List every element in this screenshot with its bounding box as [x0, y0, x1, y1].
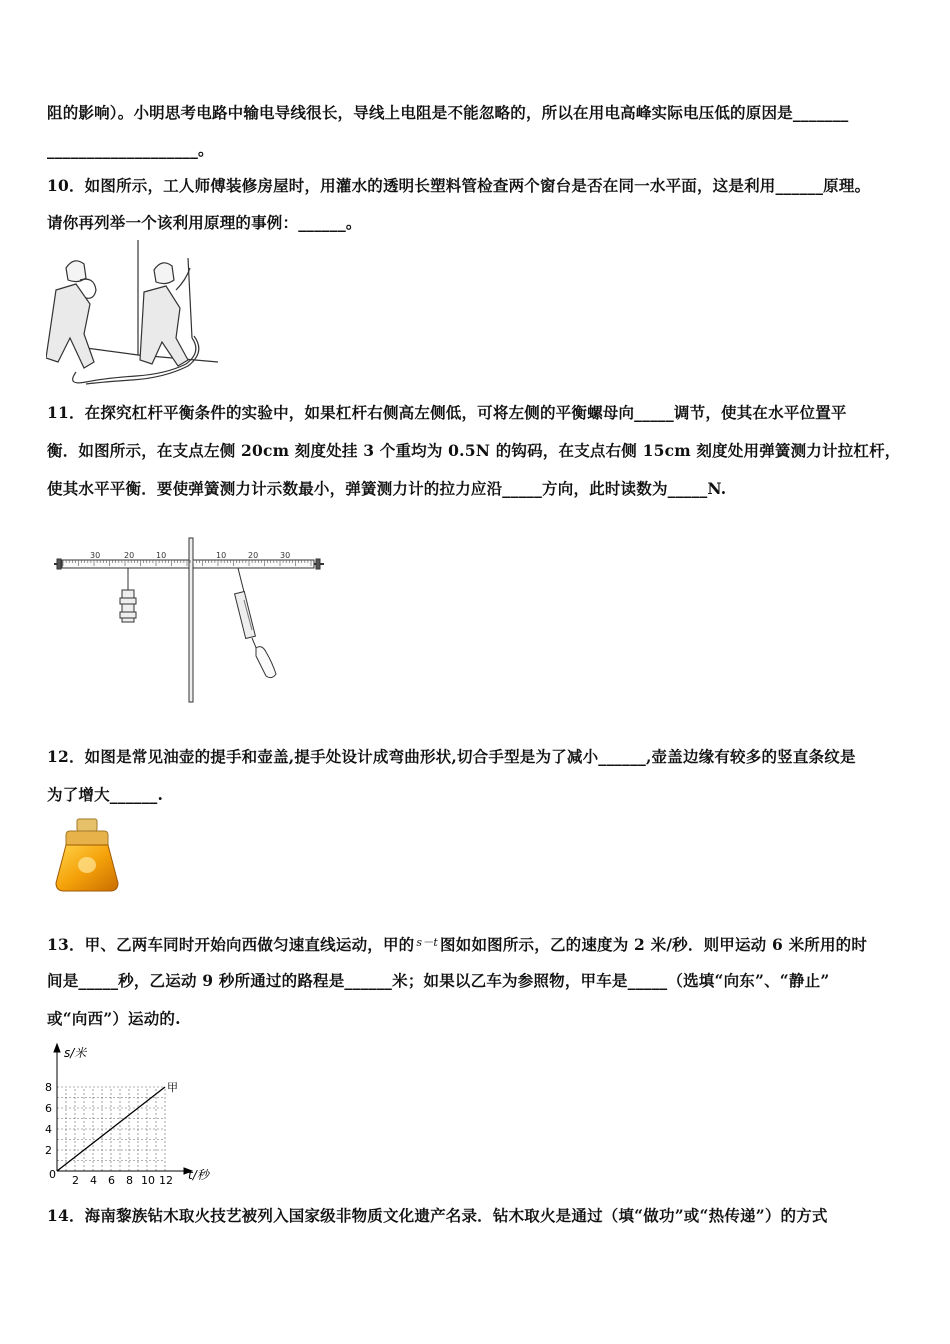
chart-origin-label: 0	[49, 1168, 56, 1181]
q11-line-3: 使其水平平衡．要使弹簧测力计示数最小，弹簧测力计的拉力应沿_____方向，此时读数为_____N.	[47, 479, 727, 498]
x-tick-label: 2	[72, 1174, 79, 1187]
scale-label-left-20: 20	[124, 551, 135, 560]
x-tick-label: 10	[141, 1174, 155, 1187]
q13-line-1	[47, 933, 907, 955]
x-tick-label: 12	[159, 1174, 173, 1187]
x-tick-label: 8	[126, 1174, 133, 1187]
q12-oil-bottle-figure	[52, 817, 122, 895]
q10-line-2: 请你再列举一个该利用原理的事例：______。	[47, 213, 362, 232]
hook-weights	[120, 568, 136, 622]
scale-label-left-30: 30	[90, 551, 101, 560]
q13-line-3: 或“向西”）运动的.	[47, 1009, 181, 1028]
q11-line-1: 11．在探究杠杆平衡条件的实验中，如果杠杆右侧高左侧低，可将左侧的平衡螺母向_____调节，使其在水平位置平	[47, 403, 847, 422]
series-jia-label: 甲	[167, 1081, 178, 1094]
y-tick-label: 4	[45, 1123, 52, 1136]
q11-line-2: 衡．如图所示，在支点左侧 20cm 刻度处挂 3 个重均为 0.5N 的钩码，在支点右侧 15cm 刻度处用弹簧测力计拉杠杆，	[47, 441, 901, 460]
q11-lever-figure	[52, 534, 332, 706]
scale-label-right-20: 20	[248, 551, 259, 560]
x-tick-label: 6	[108, 1174, 115, 1187]
q12-line-1: 12．如图是常见油壶的提手和壶盖,提手处设计成弯曲形状,切合手型是为了减小______,壶盖边缘有较多的竖直条纹是	[47, 747, 856, 766]
q13-line-1-part-b: 图如如图所示，乙的速度为 2 米/秒．则甲运动 6 米所用的时	[440, 935, 868, 954]
q13-line-2: 间是_____秒，乙运动 9 秒所通过的路程是______米；如果以乙车为参照物，甲车是_____（选填“向东”、“静止”	[47, 971, 830, 990]
x-tick-label: 4	[90, 1174, 97, 1187]
y-axis-arrow	[54, 1044, 60, 1052]
q10-line-1: 10．如图所示，工人师傅装修房屋时，用灌水的透明长塑料管检查两个窗台是否在同一水平面，这是利用______原理。	[47, 176, 871, 195]
q13-st-chart	[40, 1040, 230, 1190]
y-tick-label: 8	[45, 1081, 52, 1094]
chart-ylabel: s/米	[64, 1046, 87, 1060]
scale-label-right-30: 30	[280, 551, 291, 560]
q10-workers-figure	[46, 240, 221, 385]
q13-line-1-part-a: 13．甲、乙两车同时开始向西做匀速直线运动，甲的	[47, 935, 415, 954]
q12-line-2: 为了增大______.	[47, 785, 164, 804]
q9-line-2: ___________________。	[47, 140, 214, 159]
y-tick-label: 6	[45, 1102, 52, 1115]
st-symbol: s－t	[416, 936, 439, 949]
y-tick-label: 2	[45, 1144, 52, 1157]
scale-label-left-10: 10	[156, 551, 167, 560]
scale-label-right-10: 10	[216, 551, 227, 560]
chart-xlabel: t/秒	[188, 1168, 209, 1182]
spring-scale	[235, 568, 276, 678]
q9-line-1: 阻的影响）。小明思考电路中输电导线很长，导线上电阻是不能忽略的，所以在用电高峰实际电压低的原因是_______	[47, 103, 849, 122]
q14-line-1: 14．海南黎族钻木取火技艺被列入国家级非物质文化遗产名录．钻木取火是通过（填“做功”或“热传递”）的方式	[47, 1206, 828, 1225]
